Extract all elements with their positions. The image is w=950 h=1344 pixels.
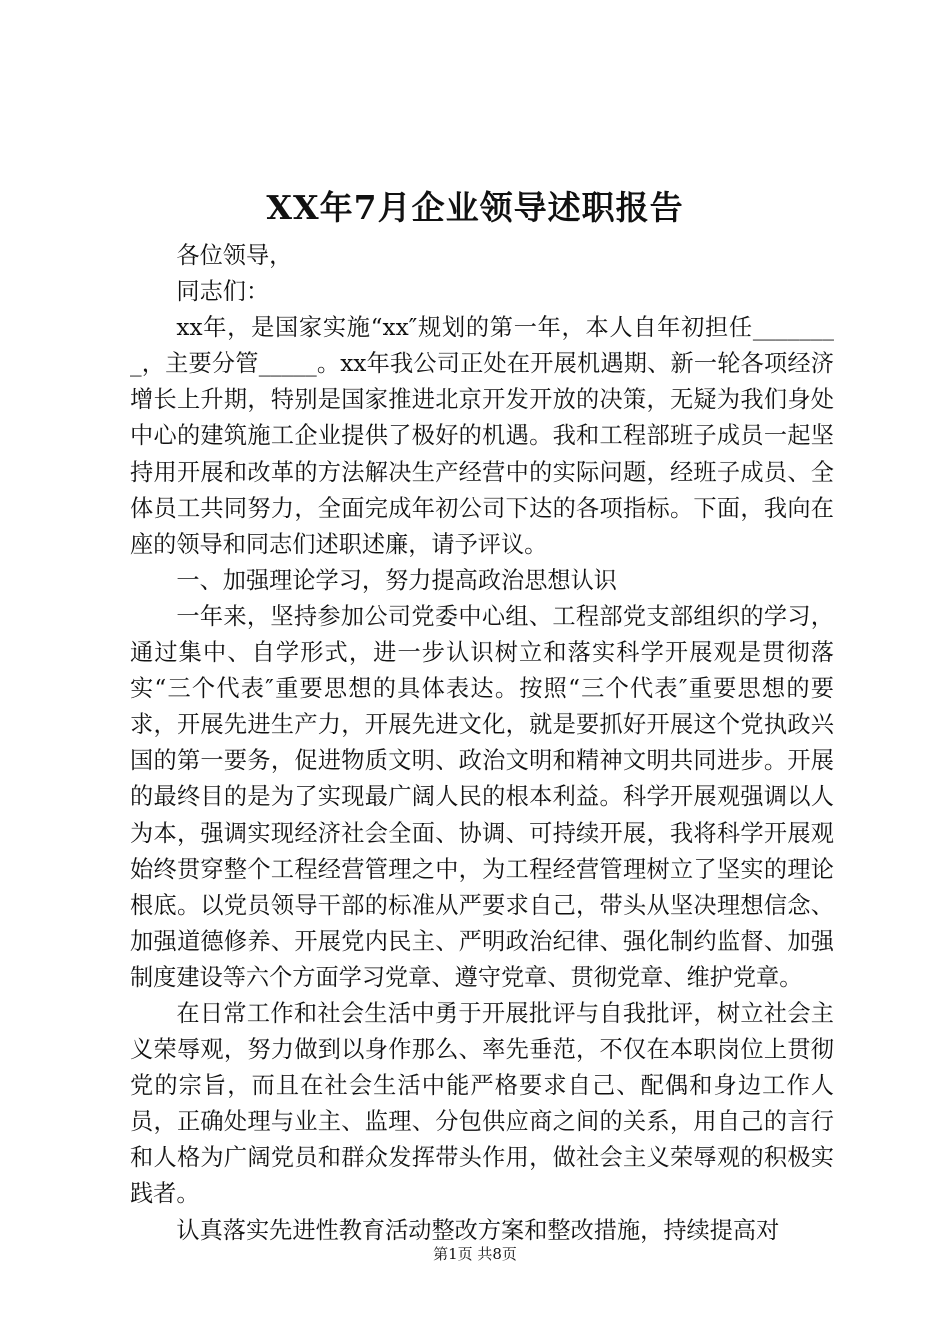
paragraph-self-criticism: 在日常工作和社会生活中勇于开展批评与自我批评，树立社会主义荣辱观，努力做到以身作那么、率先垂范，不仅在本职岗位上贯彻党的宗旨，而且在社会生活中能严格要求自己、配偶和身边工作人员，正确处理与业主、监理、分包供应商之间的关系，用自己的言行和人格为广阔党员和群众发挥带头作用，做社会主义荣辱观的积极实践者。 <box>130 999 834 1208</box>
paragraph-rectification: 认真落实先进性教育活动整改方案和整改措施，持续提高对 <box>176 1216 780 1244</box>
paragraph-intro: xx年，是国家实施“xx″规划的第一年，本人自年初担任________，主要分管_____。xx年我公司正处在开展机遇期、新一轮各项经济增长上升期，特别是国家推进北京开发开放的决策，无疑为我们身处中心的建筑施工企业提供了极好的机遇。我和工程部班子成员一起坚持用开展和改革的方法解决生产经营中的实际问题，经班子成员、全体员工共同努力，全面完成年初公司下达的各项指标。下面，我向在座的领导和同志们述职述廉，请予评议。 <box>130 314 834 558</box>
salutation-comrades: 同志们： <box>176 278 270 306</box>
paragraph-theory-study: 一年来，坚持参加公司党委中心组、工程部党支部组织的学习，通过集中、自学形式，进一步认识树立和落实科学开展观是贯彻落实“三个代表″重要思想的具体表达。按照“三个代表″重要思想的要求，开展先进生产力，开展先进文化，就是要抓好开展这个党执政兴国的第一要务，促进物质文明、政治文明和精神文明共同进步。开展的最终目的是为了实现最广阔人民的根本利益。科学开展观强调以人为本，强调实现经济社会全面、协调、可持续开展，我将科学开展观始终贯穿整个工程经营管理之中，为工程经营管理树立了坚实的理论根底。以党员领导干部的标准从严要求自己，带头从坚决理想信念、加强道德修养、开展党内民主、严明政治纪律、强化制约监督、加强制度建设等六个方面学习党章、遵守党章、贯彻党章、维护党章。 <box>130 602 834 991</box>
section-heading-1: 一、加强理论学习，努力提高政治思想认识 <box>176 566 617 594</box>
page-number-footer: 第1页 共8页 <box>433 1245 517 1263</box>
salutation-leaders: 各位领导， <box>176 242 293 269</box>
document-body <box>130 238 834 1249</box>
document-title: XX年7月企业领导述职报告 <box>266 188 684 227</box>
